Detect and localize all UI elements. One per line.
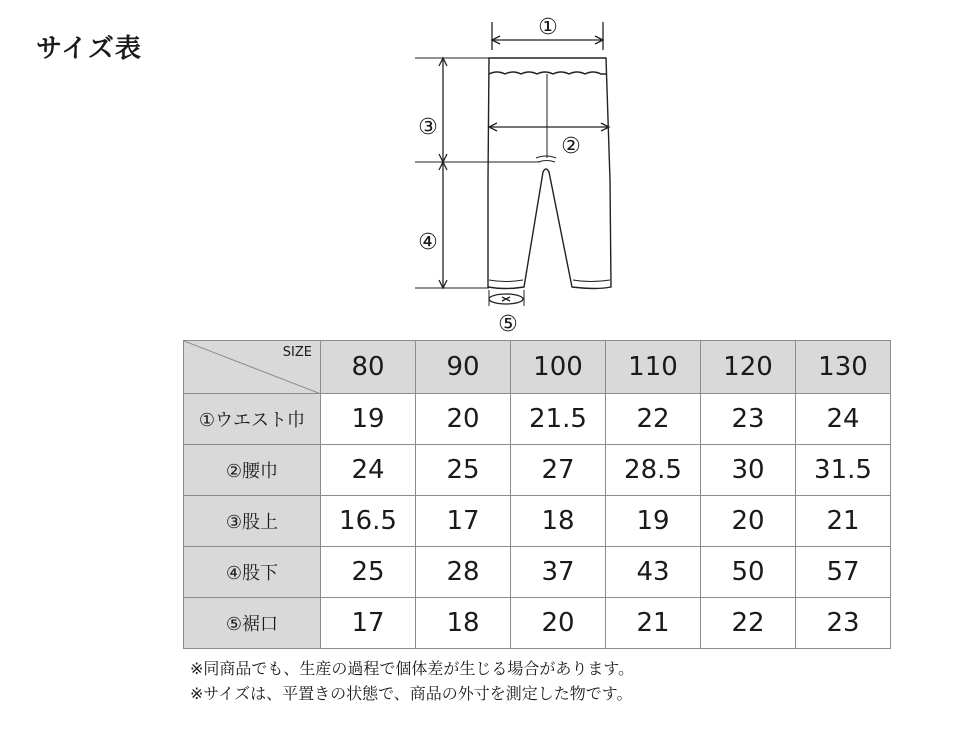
table-cell: 17 [321, 598, 416, 649]
table-row [184, 445, 891, 496]
marker-4: ④ [418, 230, 438, 255]
table-cell: 21 [796, 496, 891, 547]
table-cell: 28 [416, 547, 511, 598]
row-label: ③股上 [184, 496, 321, 547]
row-label: ⑤裾口 [184, 598, 321, 649]
size-header: 130 [796, 341, 891, 394]
pants-diagram [0, 0, 954, 340]
size-table [183, 340, 891, 649]
table-cell: 21.5 [511, 394, 606, 445]
table-cell: 20 [701, 496, 796, 547]
size-header: 100 [511, 341, 606, 394]
size-header: 90 [416, 341, 511, 394]
table-cell: 43 [606, 547, 701, 598]
size-header: 80 [321, 341, 416, 394]
note-line: ※同商品でも、生産の過程で個体差が生じる場合があります。 [190, 659, 635, 678]
table-row [184, 496, 891, 547]
table-cell: 16.5 [321, 496, 416, 547]
table-row [184, 394, 891, 445]
table-cell: 18 [511, 496, 606, 547]
table-cell: 24 [321, 445, 416, 496]
table-row [184, 547, 891, 598]
table-cell: 57 [796, 547, 891, 598]
size-header: 110 [606, 341, 701, 394]
table-cell: 50 [701, 547, 796, 598]
table-cell: 28.5 [606, 445, 701, 496]
note-line: ※サイズは、平置きの状態で、商品の外寸を測定した物です。 [190, 684, 633, 703]
table-cell: 25 [321, 547, 416, 598]
row-label: ①ウエスト巾 [184, 394, 321, 445]
table-cell: 22 [606, 394, 701, 445]
table-cell: 19 [606, 496, 701, 547]
marker-5: ⑤ [498, 312, 518, 337]
table-cell: 20 [511, 598, 606, 649]
table-cell: 31.5 [796, 445, 891, 496]
table-cell: 18 [416, 598, 511, 649]
table-row [184, 598, 891, 649]
table-cell: 19 [321, 394, 416, 445]
table-cell: 23 [701, 394, 796, 445]
marker-2: ② [561, 134, 581, 159]
marker-3: ③ [418, 115, 438, 140]
table-cell: 37 [511, 547, 606, 598]
page-title: サイズ表 [36, 34, 142, 64]
notes [190, 656, 634, 706]
table-cell: 20 [416, 394, 511, 445]
table-cell: 24 [796, 394, 891, 445]
table-cell: 17 [416, 496, 511, 547]
table-cell: 21 [606, 598, 701, 649]
table-cell: 22 [701, 598, 796, 649]
size-header: 120 [701, 341, 796, 394]
table-cell: 25 [416, 445, 511, 496]
size-header-row [184, 341, 891, 394]
row-label: ②腰巾 [184, 445, 321, 496]
row-label: ④股下 [184, 547, 321, 598]
pants-outline [488, 58, 611, 289]
size-corner-label: SIZE [282, 345, 312, 360]
marker-1: ① [538, 15, 558, 40]
table-cell: 30 [701, 445, 796, 496]
table-cell: 23 [796, 598, 891, 649]
table-cell: 27 [511, 445, 606, 496]
size-corner-cell [184, 341, 321, 394]
